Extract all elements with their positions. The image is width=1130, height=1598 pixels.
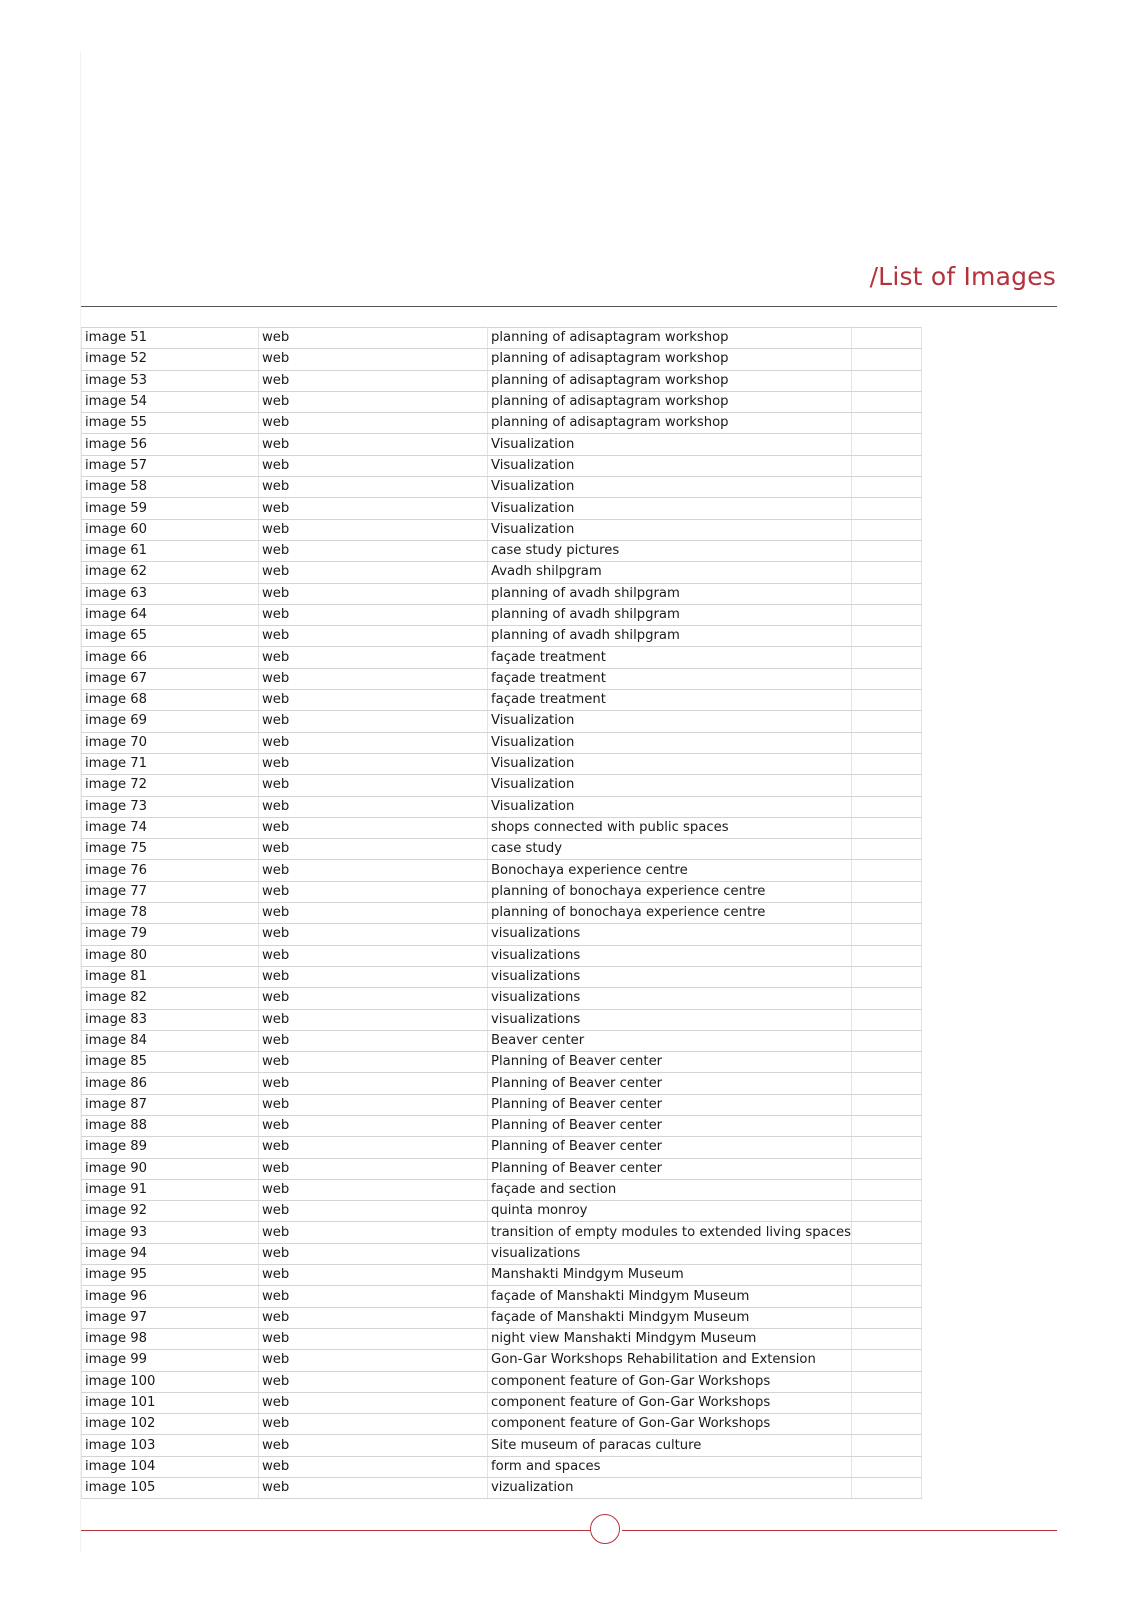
source-cell: web: [259, 668, 488, 689]
empty-cell: [851, 1286, 921, 1307]
empty-cell: [851, 1243, 921, 1264]
empty-cell: [851, 1030, 921, 1051]
image-id-cell: image 81: [82, 966, 259, 987]
empty-cell: [851, 1414, 921, 1435]
empty-cell: [851, 945, 921, 966]
image-id-cell: image 53: [82, 370, 259, 391]
image-id-cell: image 88: [82, 1115, 259, 1136]
empty-cell: [851, 1115, 921, 1136]
table-row: [82, 583, 922, 604]
image-id-cell: image 62: [82, 562, 259, 583]
empty-cell: [851, 1222, 921, 1243]
empty-cell: [851, 1179, 921, 1200]
description-cell: Visualization: [488, 498, 852, 519]
image-id-cell: image 86: [82, 1073, 259, 1094]
empty-cell: [851, 455, 921, 476]
description-cell: Planning of Beaver center: [488, 1094, 852, 1115]
image-id-cell: image 66: [82, 647, 259, 668]
table-row: [82, 391, 922, 412]
table-row: [82, 1179, 922, 1200]
empty-cell: [851, 775, 921, 796]
description-cell: component feature of Gon-Gar Workshops: [488, 1371, 852, 1392]
table-row: [82, 370, 922, 391]
empty-cell: [851, 1009, 921, 1030]
table-row: [82, 753, 922, 774]
source-cell: web: [259, 945, 488, 966]
empty-cell: [851, 839, 921, 860]
description-cell: planning of adisaptagram workshop: [488, 328, 852, 349]
empty-cell: [851, 753, 921, 774]
table-row: [82, 903, 922, 924]
image-id-cell: image 58: [82, 477, 259, 498]
source-cell: web: [259, 860, 488, 881]
source-cell: web: [259, 1307, 488, 1328]
source-cell: web: [259, 1030, 488, 1051]
table-row: [82, 1222, 922, 1243]
table-row: [82, 690, 922, 711]
description-cell: Visualization: [488, 753, 852, 774]
table-row: [82, 839, 922, 860]
description-cell: planning of bonochaya experience centre: [488, 903, 852, 924]
table-row: [82, 1265, 922, 1286]
description-cell: Avadh shilpgram: [488, 562, 852, 583]
image-id-cell: image 104: [82, 1456, 259, 1477]
description-cell: component feature of Gon-Gar Workshops: [488, 1414, 852, 1435]
empty-cell: [851, 1307, 921, 1328]
empty-cell: [851, 1052, 921, 1073]
image-id-cell: image 78: [82, 903, 259, 924]
table-row: [82, 540, 922, 561]
image-id-cell: image 105: [82, 1478, 259, 1499]
source-cell: web: [259, 1009, 488, 1030]
table-row: [82, 966, 922, 987]
empty-cell: [851, 604, 921, 625]
source-cell: web: [259, 647, 488, 668]
source-cell: web: [259, 796, 488, 817]
table-row: [82, 1414, 922, 1435]
description-cell: Visualization: [488, 711, 852, 732]
empty-cell: [851, 690, 921, 711]
empty-cell: [851, 1456, 921, 1477]
empty-cell: [851, 328, 921, 349]
empty-cell: [851, 540, 921, 561]
empty-cell: [851, 413, 921, 434]
source-cell: web: [259, 903, 488, 924]
table-row: [82, 1350, 922, 1371]
image-id-cell: image 51: [82, 328, 259, 349]
source-cell: web: [259, 1201, 488, 1222]
empty-cell: [851, 1328, 921, 1349]
description-cell: Visualization: [488, 434, 852, 455]
empty-cell: [851, 370, 921, 391]
empty-cell: [851, 1265, 921, 1286]
table-row: [82, 881, 922, 902]
table-row: [82, 477, 922, 498]
description-cell: Planning of Beaver center: [488, 1052, 852, 1073]
empty-cell: [851, 1478, 921, 1499]
table-row: [82, 1030, 922, 1051]
source-cell: web: [259, 1243, 488, 1264]
table-row: [82, 455, 922, 476]
source-cell: web: [259, 455, 488, 476]
table-row: [82, 1009, 922, 1030]
image-id-cell: image 71: [82, 753, 259, 774]
source-cell: web: [259, 540, 488, 561]
source-cell: web: [259, 732, 488, 753]
description-cell: planning of adisaptagram workshop: [488, 413, 852, 434]
empty-cell: [851, 732, 921, 753]
table-row: [82, 1073, 922, 1094]
image-id-cell: image 97: [82, 1307, 259, 1328]
table-row: [82, 1392, 922, 1413]
empty-cell: [851, 668, 921, 689]
description-cell: façade treatment: [488, 647, 852, 668]
table-row: [82, 796, 922, 817]
description-cell: façade treatment: [488, 668, 852, 689]
image-id-cell: image 70: [82, 732, 259, 753]
image-id-cell: image 73: [82, 796, 259, 817]
description-cell: Manshakti Mindgym Museum: [488, 1265, 852, 1286]
empty-cell: [851, 1350, 921, 1371]
description-cell: planning of adisaptagram workshop: [488, 370, 852, 391]
source-cell: web: [259, 1478, 488, 1499]
empty-cell: [851, 1201, 921, 1222]
description-cell: Visualization: [488, 519, 852, 540]
image-id-cell: image 80: [82, 945, 259, 966]
empty-cell: [851, 498, 921, 519]
table-row: [82, 328, 922, 349]
image-id-cell: image 102: [82, 1414, 259, 1435]
description-cell: shops connected with public spaces: [488, 817, 852, 838]
description-cell: night view Manshakti Mindgym Museum: [488, 1328, 852, 1349]
image-id-cell: image 59: [82, 498, 259, 519]
description-cell: façade of Manshakti Mindgym Museum: [488, 1307, 852, 1328]
description-cell: Visualization: [488, 477, 852, 498]
description-cell: Planning of Beaver center: [488, 1137, 852, 1158]
empty-cell: [851, 349, 921, 370]
image-id-cell: image 57: [82, 455, 259, 476]
image-id-cell: image 100: [82, 1371, 259, 1392]
description-cell: transition of empty modules to extended living spaces: [488, 1222, 852, 1243]
table-row: [82, 1115, 922, 1136]
image-id-cell: image 92: [82, 1201, 259, 1222]
images-table-container: [81, 327, 922, 1499]
source-cell: web: [259, 1052, 488, 1073]
empty-cell: [851, 1371, 921, 1392]
description-cell: Gon-Gar Workshops Rehabilitation and Extension: [488, 1350, 852, 1371]
table-row: [82, 1478, 922, 1499]
empty-cell: [851, 817, 921, 838]
table-row: [82, 562, 922, 583]
empty-cell: [851, 583, 921, 604]
description-cell: Visualization: [488, 775, 852, 796]
table-row: [82, 1328, 922, 1349]
table-row: [82, 1137, 922, 1158]
image-id-cell: image 75: [82, 839, 259, 860]
empty-cell: [851, 924, 921, 945]
table-row: [82, 1371, 922, 1392]
table-row: [82, 988, 922, 1009]
empty-cell: [851, 626, 921, 647]
source-cell: web: [259, 775, 488, 796]
footer-rule-right: [622, 1530, 1057, 1531]
source-cell: web: [259, 1222, 488, 1243]
header-divider: [81, 306, 1057, 307]
source-cell: web: [259, 604, 488, 625]
image-id-cell: image 77: [82, 881, 259, 902]
source-cell: web: [259, 1328, 488, 1349]
description-cell: component feature of Gon-Gar Workshops: [488, 1392, 852, 1413]
description-cell: visualizations: [488, 988, 852, 1009]
source-cell: web: [259, 924, 488, 945]
image-id-cell: image 87: [82, 1094, 259, 1115]
description-cell: case study pictures: [488, 540, 852, 561]
image-id-cell: image 85: [82, 1052, 259, 1073]
table-row: [82, 604, 922, 625]
images-table: [81, 327, 922, 1499]
description-cell: Site museum of paracas culture: [488, 1435, 852, 1456]
description-cell: Visualization: [488, 732, 852, 753]
table-row: [82, 1094, 922, 1115]
empty-cell: [851, 391, 921, 412]
description-cell: Bonochaya experience centre: [488, 860, 852, 881]
table-row: [82, 1243, 922, 1264]
table-row: [82, 817, 922, 838]
footer-rule-left: [81, 1530, 590, 1531]
image-id-cell: image 94: [82, 1243, 259, 1264]
image-id-cell: image 55: [82, 413, 259, 434]
empty-cell: [851, 796, 921, 817]
source-cell: web: [259, 881, 488, 902]
page-number-circle: [590, 1514, 620, 1544]
source-cell: web: [259, 583, 488, 604]
source-cell: web: [259, 1392, 488, 1413]
table-row: [82, 349, 922, 370]
description-cell: vizualization: [488, 1478, 852, 1499]
description-cell: visualizations: [488, 945, 852, 966]
empty-cell: [851, 562, 921, 583]
source-cell: web: [259, 1371, 488, 1392]
description-cell: visualizations: [488, 1009, 852, 1030]
source-cell: web: [259, 349, 488, 370]
table-row: [82, 775, 922, 796]
source-cell: web: [259, 1435, 488, 1456]
table-row: [82, 860, 922, 881]
source-cell: web: [259, 328, 488, 349]
image-id-cell: image 65: [82, 626, 259, 647]
table-row: [82, 1158, 922, 1179]
source-cell: web: [259, 1265, 488, 1286]
empty-cell: [851, 881, 921, 902]
image-id-cell: image 95: [82, 1265, 259, 1286]
source-cell: web: [259, 1179, 488, 1200]
image-id-cell: image 96: [82, 1286, 259, 1307]
empty-cell: [851, 519, 921, 540]
image-id-cell: image 68: [82, 690, 259, 711]
image-id-cell: image 74: [82, 817, 259, 838]
empty-cell: [851, 647, 921, 668]
empty-cell: [851, 988, 921, 1009]
table-row: [82, 945, 922, 966]
page-title: /List of Images: [869, 262, 1056, 291]
description-cell: Planning of Beaver center: [488, 1115, 852, 1136]
source-cell: web: [259, 817, 488, 838]
source-cell: web: [259, 1456, 488, 1477]
source-cell: web: [259, 1414, 488, 1435]
table-row: [82, 1286, 922, 1307]
image-id-cell: image 52: [82, 349, 259, 370]
image-id-cell: image 56: [82, 434, 259, 455]
image-id-cell: image 91: [82, 1179, 259, 1200]
image-id-cell: image 63: [82, 583, 259, 604]
description-cell: visualizations: [488, 966, 852, 987]
description-cell: planning of avadh shilpgram: [488, 583, 852, 604]
image-id-cell: image 64: [82, 604, 259, 625]
empty-cell: [851, 903, 921, 924]
source-cell: web: [259, 690, 488, 711]
source-cell: web: [259, 1137, 488, 1158]
image-id-cell: image 98: [82, 1328, 259, 1349]
description-cell: visualizations: [488, 1243, 852, 1264]
description-cell: façade of Manshakti Mindgym Museum: [488, 1286, 852, 1307]
table-row: [82, 1307, 922, 1328]
source-cell: web: [259, 370, 488, 391]
image-id-cell: image 67: [82, 668, 259, 689]
image-id-cell: image 93: [82, 1222, 259, 1243]
image-id-cell: image 61: [82, 540, 259, 561]
description-cell: Visualization: [488, 455, 852, 476]
empty-cell: [851, 1392, 921, 1413]
description-cell: form and spaces: [488, 1456, 852, 1477]
source-cell: web: [259, 562, 488, 583]
image-id-cell: image 76: [82, 860, 259, 881]
table-row: [82, 1456, 922, 1477]
table-row: [82, 626, 922, 647]
table-row: [82, 668, 922, 689]
description-cell: planning of adisaptagram workshop: [488, 391, 852, 412]
description-cell: planning of avadh shilpgram: [488, 604, 852, 625]
image-id-cell: image 101: [82, 1392, 259, 1413]
table-row: [82, 434, 922, 455]
image-id-cell: image 82: [82, 988, 259, 1009]
empty-cell: [851, 860, 921, 881]
source-cell: web: [259, 988, 488, 1009]
description-cell: planning of bonochaya experience centre: [488, 881, 852, 902]
source-cell: web: [259, 1115, 488, 1136]
description-cell: visualizations: [488, 924, 852, 945]
source-cell: web: [259, 1094, 488, 1115]
image-id-cell: image 84: [82, 1030, 259, 1051]
image-id-cell: image 79: [82, 924, 259, 945]
source-cell: web: [259, 413, 488, 434]
image-id-cell: image 60: [82, 519, 259, 540]
source-cell: web: [259, 1158, 488, 1179]
empty-cell: [851, 477, 921, 498]
description-cell: quinta monroy: [488, 1201, 852, 1222]
table-row: [82, 647, 922, 668]
empty-cell: [851, 711, 921, 732]
source-cell: web: [259, 966, 488, 987]
description-cell: Beaver center: [488, 1030, 852, 1051]
source-cell: web: [259, 519, 488, 540]
image-id-cell: image 72: [82, 775, 259, 796]
table-row: [82, 732, 922, 753]
description-cell: Planning of Beaver center: [488, 1158, 852, 1179]
empty-cell: [851, 1435, 921, 1456]
image-id-cell: image 83: [82, 1009, 259, 1030]
table-row: [82, 1435, 922, 1456]
empty-cell: [851, 1073, 921, 1094]
description-cell: planning of avadh shilpgram: [488, 626, 852, 647]
description-cell: case study: [488, 839, 852, 860]
image-id-cell: image 89: [82, 1137, 259, 1158]
source-cell: web: [259, 434, 488, 455]
source-cell: web: [259, 753, 488, 774]
source-cell: web: [259, 1286, 488, 1307]
source-cell: web: [259, 391, 488, 412]
image-id-cell: image 90: [82, 1158, 259, 1179]
empty-cell: [851, 1094, 921, 1115]
empty-cell: [851, 966, 921, 987]
empty-cell: [851, 434, 921, 455]
description-cell: façade and section: [488, 1179, 852, 1200]
source-cell: web: [259, 839, 488, 860]
empty-cell: [851, 1158, 921, 1179]
table-row: [82, 924, 922, 945]
source-cell: web: [259, 498, 488, 519]
image-id-cell: image 99: [82, 1350, 259, 1371]
source-cell: web: [259, 477, 488, 498]
description-cell: façade treatment: [488, 690, 852, 711]
image-id-cell: image 69: [82, 711, 259, 732]
source-cell: web: [259, 626, 488, 647]
table-row: [82, 413, 922, 434]
images-table-body: [82, 328, 922, 1499]
table-row: [82, 519, 922, 540]
empty-cell: [851, 1137, 921, 1158]
source-cell: web: [259, 1350, 488, 1371]
source-cell: web: [259, 711, 488, 732]
table-row: [82, 1052, 922, 1073]
source-cell: web: [259, 1073, 488, 1094]
description-cell: Planning of Beaver center: [488, 1073, 852, 1094]
table-row: [82, 498, 922, 519]
description-cell: planning of adisaptagram workshop: [488, 349, 852, 370]
image-id-cell: image 103: [82, 1435, 259, 1456]
table-row: [82, 711, 922, 732]
image-id-cell: image 54: [82, 391, 259, 412]
table-row: [82, 1201, 922, 1222]
description-cell: Visualization: [488, 796, 852, 817]
